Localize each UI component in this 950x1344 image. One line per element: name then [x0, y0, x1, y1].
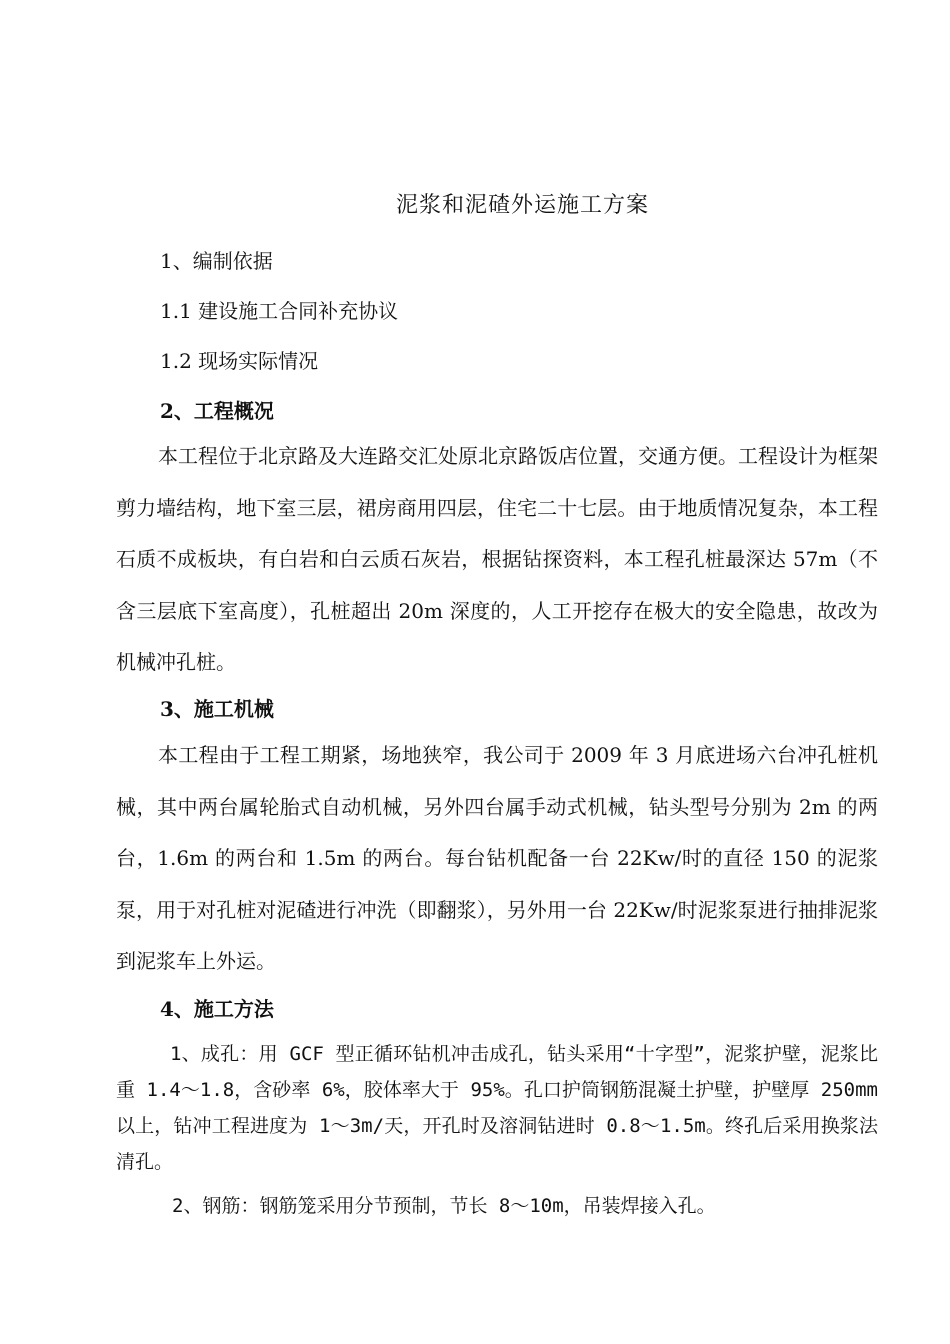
- section-4-item-2: 2、钢筋：钢筋笼采用分节预制，节长 8～10m，吊装焊接入孔。: [172, 1195, 716, 1217]
- section-1-item-1: 1.1 建设施工合同补充协议: [160, 299, 399, 323]
- section-1-heading: 1、编制依据: [160, 249, 273, 273]
- section-2-heading: 2、工程概况: [160, 399, 274, 423]
- section-4-heading: 4、施工方法: [160, 997, 274, 1021]
- section-3-body: 本工程由于工程工期紧，场地狭窄，我公司于 2009 年 3 月底进场六台冲孔桩机械，其中两台属轮胎式自动机械，另外四台属手动式机械，钻头型号分别为 2m 的两台，1.6m 的两台和 1.5m 的两台。每台钻机配备一台 22Kw/时的直径 150 的泥浆泵，用于对孔桩对泥碴进行冲洗（即翻浆），另外用一台 22Kw/时泥浆泵进行抽排泥浆到泥浆车上外运。: [116, 743, 878, 973]
- section-4-item-1: 1、成孔：用 GCF 型正循环钻机冲击成孔，钻头采用“十字型”，泥浆护壁，泥浆比重 1.4～1.8，含砂率 6%，胶体率大于 95%。孔口护筒钢筋混凝土护壁，护壁厚 250mm 以上，钻冲工程进度为 1～3m/天，开孔时及溶洞钻进时 0.8～1.5m。终孔后采用换浆法清孔。: [116, 1043, 878, 1173]
- document-title: 泥浆和泥碴外运施工方案: [395, 193, 649, 218]
- section-1-item-2: 1.2 现场实际情况: [160, 349, 319, 373]
- section-2-body: 本工程位于北京路及大连路交汇处原北京路饭店位置，交通方便。工程设计为框架剪力墙结构，地下室三层，裙房商用四层，住宅二十七层。由于地质情况复杂，本工程石质不成板块，有白岩和白云质石灰岩，根据钻探资料，本工程孔桩最深达 57m（不含三层底下室高度），孔桩超出 20m 深度的，人工开挖存在极大的安全隐患，故改为机械冲孔桩。: [116, 444, 878, 674]
- section-3-heading: 3、施工机械: [160, 697, 274, 721]
